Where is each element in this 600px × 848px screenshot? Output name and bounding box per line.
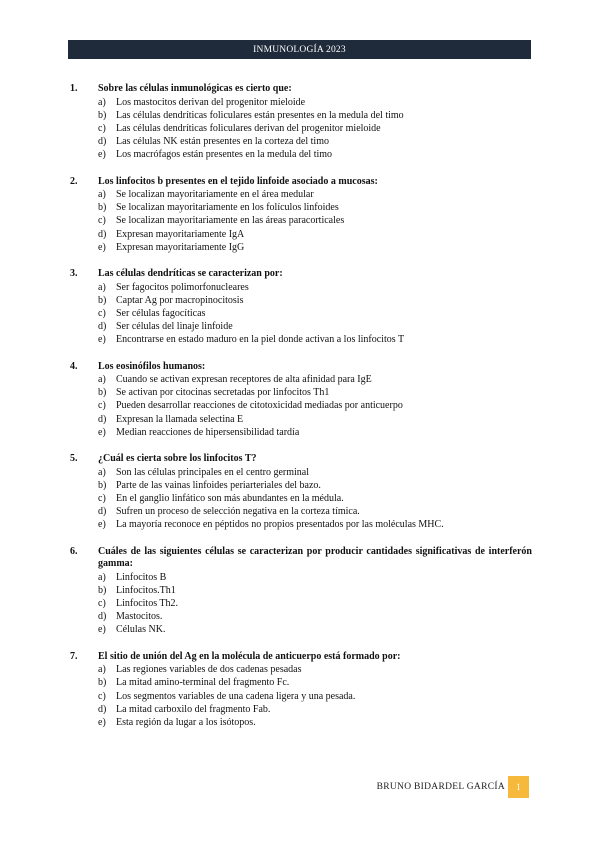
option-letter: a) xyxy=(98,374,106,386)
option-c xyxy=(98,690,532,703)
question-heading xyxy=(70,268,532,281)
option-text: La mitad carboxilo del fragmento Fab. xyxy=(116,703,271,715)
question-text: El sitio de unión del Ag en la molécula de anticuerpo está formado por: xyxy=(98,650,401,662)
option-c xyxy=(98,399,532,412)
question-1 xyxy=(70,83,532,162)
question-heading xyxy=(70,176,532,189)
option-c xyxy=(98,307,532,320)
option-a xyxy=(98,571,532,584)
option-a xyxy=(98,373,532,386)
option-text: Los mastocitos derivan del progenitor mieloide xyxy=(116,96,306,108)
option-letter: b) xyxy=(98,202,107,214)
question-heading xyxy=(70,651,532,664)
question-number: 4. xyxy=(70,360,78,372)
option-list xyxy=(98,466,532,532)
option-text: Median reacciones de hipersensibilidad tardía xyxy=(116,426,300,438)
option-c xyxy=(98,597,532,610)
option-text: Sufren un proceso de selección negativa en la corteza tímica. xyxy=(116,506,360,518)
option-text: Se activan por citocinas secretadas por linfocitos Th1 xyxy=(116,387,330,399)
option-b xyxy=(98,109,532,122)
option-e xyxy=(98,716,532,729)
question-number: 5. xyxy=(70,453,78,465)
option-letter: b) xyxy=(98,479,107,491)
question-text: Los eosinófilos humanos: xyxy=(98,360,206,372)
question-number: 3. xyxy=(70,268,78,280)
option-letter: d) xyxy=(98,506,107,518)
question-number: 6. xyxy=(70,545,78,557)
option-text: Pueden desarrollar reacciones de citotoxicidad mediadas por anticuerpo xyxy=(116,400,403,412)
option-letter: d) xyxy=(98,703,107,715)
option-d xyxy=(98,610,532,623)
option-text: Los segmentos variables de una cadena ligera y una pesada. xyxy=(116,690,356,702)
question-text: ¿Cuál es cierta sobre los linfocitos T? xyxy=(98,453,257,465)
question-heading xyxy=(70,453,532,466)
option-a xyxy=(98,663,532,676)
option-letter: d) xyxy=(98,413,107,425)
option-text: Expresan mayoritariamente IgA xyxy=(116,228,245,240)
option-text: Captar Ag por macropinocitosis xyxy=(116,294,244,306)
option-text: Se localizan mayoritariamente en el área medular xyxy=(116,189,314,201)
question-7 xyxy=(70,651,532,730)
option-text: Expresan mayoritariamente IgG xyxy=(116,241,245,253)
option-e xyxy=(98,241,532,254)
option-letter: a) xyxy=(98,189,106,201)
option-text: Ser células del linaje linfoide xyxy=(116,321,233,333)
option-letter: e) xyxy=(98,716,106,728)
option-b xyxy=(98,479,532,492)
option-letter: c) xyxy=(98,597,106,609)
option-letter: e) xyxy=(98,334,106,346)
option-text: Se localizan mayoritariamente en las áreas paracorticales xyxy=(116,215,345,227)
option-text: En el ganglio linfático son más abundantes en la médula. xyxy=(116,492,344,504)
option-text: Expresan la llamada selectina E xyxy=(116,413,244,425)
option-text: Las células dendríticas foliculares derivan del progenitor mieloide xyxy=(116,122,381,134)
option-text: Encontrarse en estado maduro en la piel donde activan a los linfocitos T xyxy=(116,334,405,346)
question-heading xyxy=(70,546,532,571)
option-list xyxy=(98,663,532,729)
option-letter: c) xyxy=(98,492,106,504)
page-number: 1 xyxy=(516,782,521,792)
page-number-badge xyxy=(508,776,529,798)
option-c xyxy=(98,214,532,227)
option-e xyxy=(98,518,532,531)
question-6 xyxy=(70,546,532,637)
option-text: La mitad amino-terminal del fragmento Fc. xyxy=(116,677,290,689)
option-b xyxy=(98,201,532,214)
option-text: Cuando se activan expresan receptores de alta afinidad para IgE xyxy=(116,374,372,386)
option-letter: c) xyxy=(98,215,106,227)
option-a xyxy=(98,188,532,201)
option-text: Las células NK están presentes en la corteza del timo xyxy=(116,136,329,148)
option-b xyxy=(98,386,532,399)
option-text: Ser fagocitos polimorfonucleares xyxy=(116,281,249,293)
option-letter: c) xyxy=(98,307,106,319)
option-b xyxy=(98,676,532,689)
option-d xyxy=(98,505,532,518)
option-letter: a) xyxy=(98,571,106,583)
question-2 xyxy=(70,176,532,255)
option-e xyxy=(98,148,532,161)
option-text: Esta región da lugar a los isótopos. xyxy=(116,716,256,728)
option-list xyxy=(98,188,532,254)
option-text: Ser células fagocíticas xyxy=(116,307,206,319)
option-a xyxy=(98,96,532,109)
option-letter: e) xyxy=(98,149,106,161)
option-d xyxy=(98,703,532,716)
option-letter: e) xyxy=(98,624,106,636)
option-d xyxy=(98,228,532,241)
option-letter: b) xyxy=(98,677,107,689)
option-text: Parte de las vainas linfoides periarteriales del bazo. xyxy=(116,479,321,491)
option-letter: d) xyxy=(98,611,107,623)
option-c xyxy=(98,122,532,135)
option-letter: b) xyxy=(98,387,107,399)
question-number: 7. xyxy=(70,650,78,662)
option-e xyxy=(98,333,532,346)
option-letter: a) xyxy=(98,281,106,293)
option-letter: a) xyxy=(98,466,106,478)
option-letter: a) xyxy=(98,664,106,676)
option-b xyxy=(98,294,532,307)
option-letter: b) xyxy=(98,294,107,306)
question-text: Los linfocitos b presentes en el tejido linfoide asociado a mucosas: xyxy=(98,175,378,187)
option-letter: d) xyxy=(98,228,107,240)
option-letter: c) xyxy=(98,690,106,702)
header-title: INMUNOLOGÍA 2023 xyxy=(253,44,346,55)
question-heading xyxy=(70,83,532,96)
option-e xyxy=(98,623,532,636)
document-header xyxy=(68,40,531,59)
option-list xyxy=(98,571,532,637)
option-d xyxy=(98,135,532,148)
question-list xyxy=(70,83,532,743)
option-text: Células NK. xyxy=(116,624,166,636)
option-letter: c) xyxy=(98,122,106,134)
question-text: Cuáles de las siguientes células se caracterizan por producir cantidades significativas de interferón gamma: xyxy=(98,545,532,570)
option-e xyxy=(98,426,532,439)
option-text: Linfocitos Th2. xyxy=(116,597,179,609)
option-letter: d) xyxy=(98,136,107,148)
option-a xyxy=(98,466,532,479)
question-5 xyxy=(70,453,532,532)
option-letter: e) xyxy=(98,241,106,253)
option-d xyxy=(98,320,532,333)
footer-author: BRUNO BIDARDEL GARCÍA xyxy=(376,782,505,792)
option-letter: a) xyxy=(98,96,106,108)
option-text: Son las células principales en el centro germinal xyxy=(116,466,309,478)
option-text: Linfocitos B xyxy=(116,571,167,583)
option-list xyxy=(98,373,532,439)
option-letter: e) xyxy=(98,426,106,438)
option-d xyxy=(98,413,532,426)
question-3 xyxy=(70,268,532,347)
option-text: Las regiones variables de dos cadenas pesadas xyxy=(116,664,302,676)
option-list xyxy=(98,281,532,347)
question-number: 2. xyxy=(70,175,78,187)
option-letter: b) xyxy=(98,584,107,596)
option-text: La mayoría reconoce en péptidos no propios presentados por las moléculas MHC. xyxy=(116,519,444,531)
option-text: Se localizan mayoritariamente en los folículos linfoides xyxy=(116,202,339,214)
option-text: Linfocitos.Th1 xyxy=(116,584,176,596)
question-number: 1. xyxy=(70,83,78,94)
option-list xyxy=(98,96,532,162)
option-text: Los macrófagos están presentes en la medula del timo xyxy=(116,149,333,161)
option-letter: d) xyxy=(98,321,107,333)
question-text: Sobre las células inmunológicas es cierto que: xyxy=(98,83,292,94)
question-heading xyxy=(70,361,532,374)
option-letter: e) xyxy=(98,519,106,531)
option-text: Mastocitos. xyxy=(116,611,163,623)
option-a xyxy=(98,281,532,294)
option-c xyxy=(98,492,532,505)
option-letter: b) xyxy=(98,109,107,121)
question-text: Las células dendríticas se caracterizan por: xyxy=(98,268,283,280)
option-b xyxy=(98,584,532,597)
option-letter: c) xyxy=(98,400,106,412)
option-text: Las células dendríticas foliculares están presentes en la medula del timo xyxy=(116,109,404,121)
question-4 xyxy=(70,361,532,440)
